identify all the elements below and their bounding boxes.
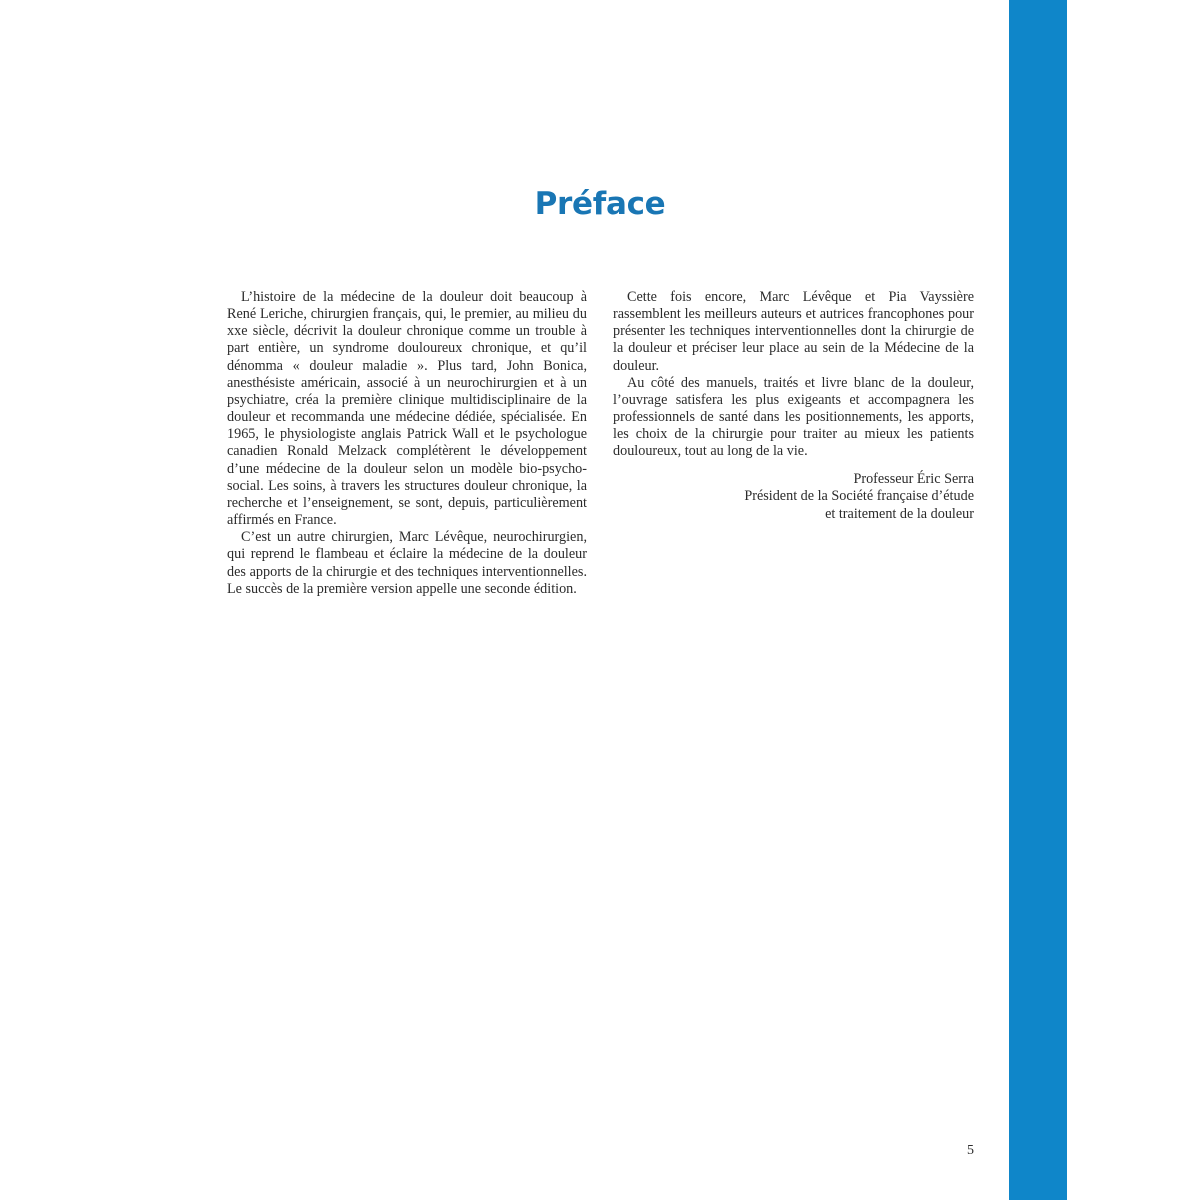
right-text-column [613, 289, 974, 523]
paragraph: L’histoire de la médecine de la douleur doit beaucoup à René Leriche, chirurgien français, qui, le premier, au milieu du xxe siècle, décrivit la douleur chronique comme un trouble à part entière, un syndrome douloureux chronique, et qu’il dénomma « douleur maladie ». Plus tard, John Bonica, anesthésiste américain, associé à un neurochirurgien et à un psychiatre, créa la première clinique multidisciplinaire de la douleur et recommanda une médecine dédiée, spécialisée. En 1965, le physiologiste anglais Patrick Wall et le psychologue canadien Ronald Melzack complétèrent le développement d’une médecine de la douleur selon un modèle bio-psycho-social. Les soins, à travers les structures douleur chronique, la recherche et l’enseignement, se sont, depuis, particulièrement affirmés en France. [227, 289, 587, 529]
page-number: 5 [967, 1143, 974, 1158]
paragraph: Au côté des manuels, traités et livre blanc de la douleur, l’ouvrage satisfera les plus exigeants et accompagnera les professionnels de santé dans les positionnements, les apports, les choix de la chirurgie pour traiter au mieux les patients douloureux, tout au long de la vie. [613, 374, 974, 460]
chapter-side-band [1009, 0, 1067, 1200]
page-title: Préface [534, 186, 666, 222]
paragraph: C’est un autre chirurgien, Marc Lévêque, neurochirurgien, qui reprend le flambeau et éclaire la médecine de la douleur des apports de la chirurgie et des techniques interventionnelles. Le succès de la première version appelle une seconde édition. [227, 529, 587, 597]
left-text-column [227, 289, 587, 598]
signature-role: et traitement de la douleur [825, 505, 974, 522]
signature-name: Professeur Éric Serra [853, 470, 974, 487]
paragraph: Cette fois encore, Marc Lévêque et Pia Vayssière rassemblent les meilleurs auteurs et autrices francophones pour présenter les techniques interventionnelles dont la chirurgie de la douleur et préciser leur place au sein de la Médecine de la douleur. [613, 289, 974, 374]
signature-block [613, 471, 974, 524]
signature-role: Président de la Société française d’étude [744, 488, 974, 505]
